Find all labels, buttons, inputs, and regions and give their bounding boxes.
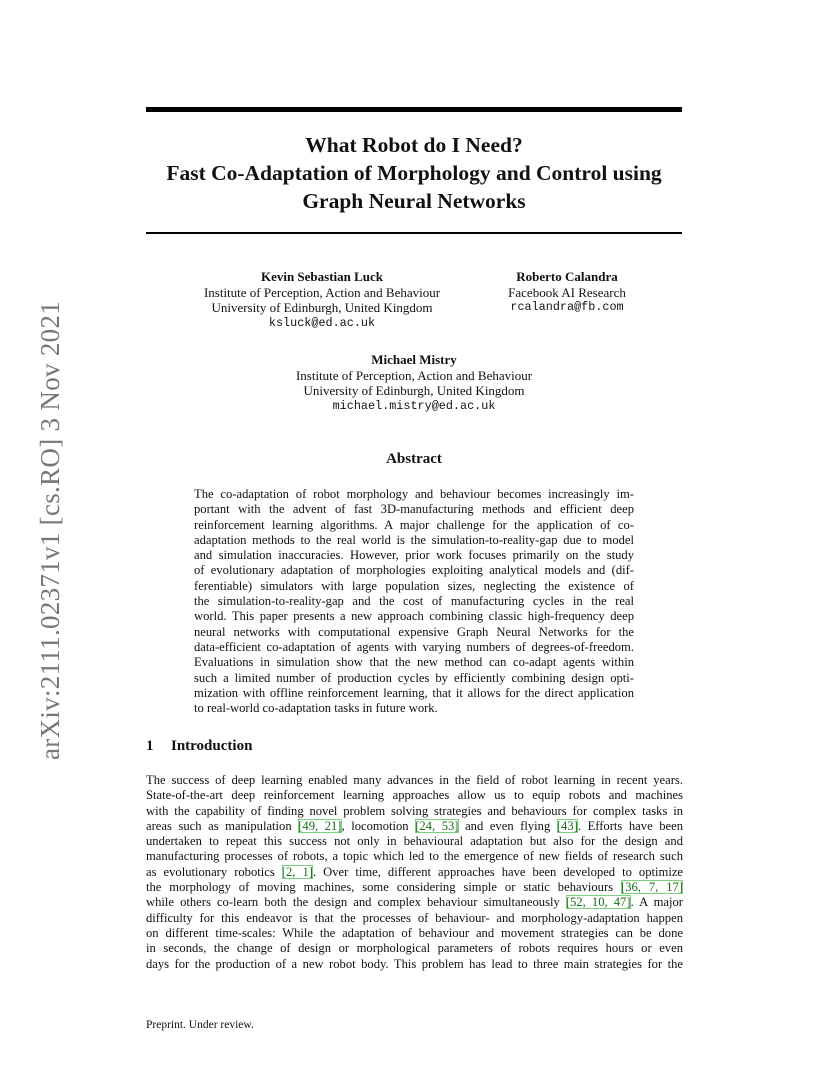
citation-link[interactable]: [52, 10, 47]	[565, 895, 631, 910]
abstract-line: data-efficient co-adaptation of agents with varying numbers of degrees-of-freedom.	[194, 639, 634, 654]
intro-text: and even flying	[458, 818, 557, 833]
intro-text: as evolutionary robotics	[146, 864, 282, 879]
author-name: Michael Mistry	[371, 352, 457, 367]
abstract-body	[194, 487, 634, 716]
abstract-line: world. This paper presents a new approach combining classic high-frequency deep	[194, 609, 634, 624]
intro-text: while others co-learn both the design and complex behaviour simultaneously	[146, 895, 566, 910]
section-title: Introduction	[171, 738, 253, 754]
abstract-line: adaptation methods to the real world is the simulation-to-reality-gap due to model	[194, 532, 634, 547]
author-affiliation: Facebook AI Research	[508, 284, 626, 300]
citation-link[interactable]: [24, 53]	[415, 818, 459, 833]
arxiv-stamp: arXiv:2111.02371v1 [cs.RO] 3 Nov 2021	[35, 300, 65, 760]
intro-line: difficulty for this endeavor is that the processes of behaviour- and morphology-adaptation happen	[146, 910, 683, 925]
intro-line: State-of-the-art deep reinforcement learning approaches allow us to equip robots and machines	[146, 788, 683, 803]
intro-line: The success of deep learning enabled many advances in the field of robot learning in recent years.	[146, 773, 683, 787]
intro-text: , locomotion	[341, 818, 416, 833]
author-block-luck	[172, 269, 472, 331]
author-affiliation: Institute of Perception, Action and Behaviour	[295, 367, 533, 383]
author-affiliation: University of Edinburgh, United Kingdom	[211, 300, 433, 315]
author-name: Roberto Calandra	[516, 269, 618, 284]
citation-link[interactable]: [49, 21]	[298, 818, 342, 833]
intro-line: days for the production of a new robot body. This problem has lead to three main strategies for the	[146, 956, 683, 971]
author-name: Kevin Sebastian Luck	[260, 269, 384, 284]
author-email: michael.mistry@ed.ac.uk	[332, 398, 496, 413]
abstract-line: Evaluations in simulation show that the new method can co-adapt agents within	[194, 655, 634, 670]
author-affiliation: Institute of Perception, Action and Behaviour	[203, 284, 441, 300]
abstract-line: reinforcement learning algorithms. A major challenge for the application of co-	[194, 517, 634, 532]
intro-line	[146, 819, 683, 834]
author-email: rcalandra@fb.com	[510, 300, 624, 314]
citation-link[interactable]: [43]	[556, 818, 578, 833]
title-bottom-rule	[146, 232, 682, 234]
paper-title	[120, 131, 708, 215]
abstract-line: of evolutionary adaptation of morphologies exploiting analytical models and (dif-	[194, 563, 634, 578]
introduction-body	[146, 773, 683, 972]
author-block-mistry	[264, 352, 564, 414]
intro-text: the morphology of moving machines, some considering simple or static behaviours	[146, 880, 621, 895]
intro-line	[146, 865, 683, 880]
title-line: Graph Neural Networks	[302, 189, 526, 213]
author-email: ksluck@ed.ac.uk	[268, 315, 376, 330]
intro-line	[146, 880, 683, 895]
footer-note: Preprint. Under review.	[146, 1019, 254, 1031]
intro-line: on different time-scales: While the adaptation of behaviour and movement strategies can be done	[146, 925, 683, 940]
author-block-calandra	[467, 269, 667, 316]
intro-line: with the capability of finding novel problem solving strategies and behaviours for complex tasks in	[146, 803, 683, 818]
title-line: What Robot do I Need?	[305, 133, 523, 157]
title-line: Fast Co-Adaptation of Morphology and Control using	[166, 161, 662, 185]
citation-link[interactable]: [36, 7, 17]	[621, 880, 684, 895]
abstract-line: The co-adaptation of robot morphology and behaviour becomes increasingly im-	[194, 487, 634, 501]
section-number: 1	[146, 738, 154, 754]
abstract-line: neural networks with computational expensive Graph Neural Networks for the	[194, 624, 634, 639]
abstract-heading: Abstract	[386, 451, 442, 467]
abstract-line: ferentiable) simulators with large population sizes, neglecting the existence of	[194, 578, 634, 593]
abstract-line: the simulation-to-reality-gap and the cost of manufacturing cycles in the real	[194, 594, 634, 609]
abstract-line: to real-world co-adaptation tasks in future work.	[194, 701, 438, 716]
author-affiliation: University of Edinburgh, United Kingdom	[303, 383, 525, 398]
intro-line	[146, 895, 683, 910]
abstract-line: mization with offline reinforcement learning, that it allows for the direct application	[194, 685, 634, 700]
abstract-line: portant with the advent of fast 3D-manufacturing methods and efficient deep	[194, 502, 634, 517]
citation-link[interactable]: [2, 1]	[281, 864, 313, 879]
intro-text: . Over time, different approaches have been developed to optimize	[312, 864, 683, 879]
intro-line: undertaken to repeat this success not only in behavioural adaptation but also for the design and	[146, 834, 683, 849]
intro-text: . A major	[630, 895, 684, 910]
section-heading	[146, 738, 252, 755]
intro-line: manufacturing processes of robots, a topic which led to the emergence of new fields of research such	[146, 849, 683, 864]
intro-text: . Efforts have been	[577, 818, 684, 833]
abstract-line: such a limited number of production cycles by efficiently combining design opti-	[194, 670, 634, 685]
abstract-line: and simulation inaccuracies. However, prior work focuses primarily on the study	[194, 548, 634, 563]
title-top-rule	[146, 107, 682, 112]
intro-text: areas such as manipulation	[146, 818, 299, 833]
intro-line: in seconds, the change of design or morphological parameters of robots requires hours or even	[146, 941, 683, 956]
